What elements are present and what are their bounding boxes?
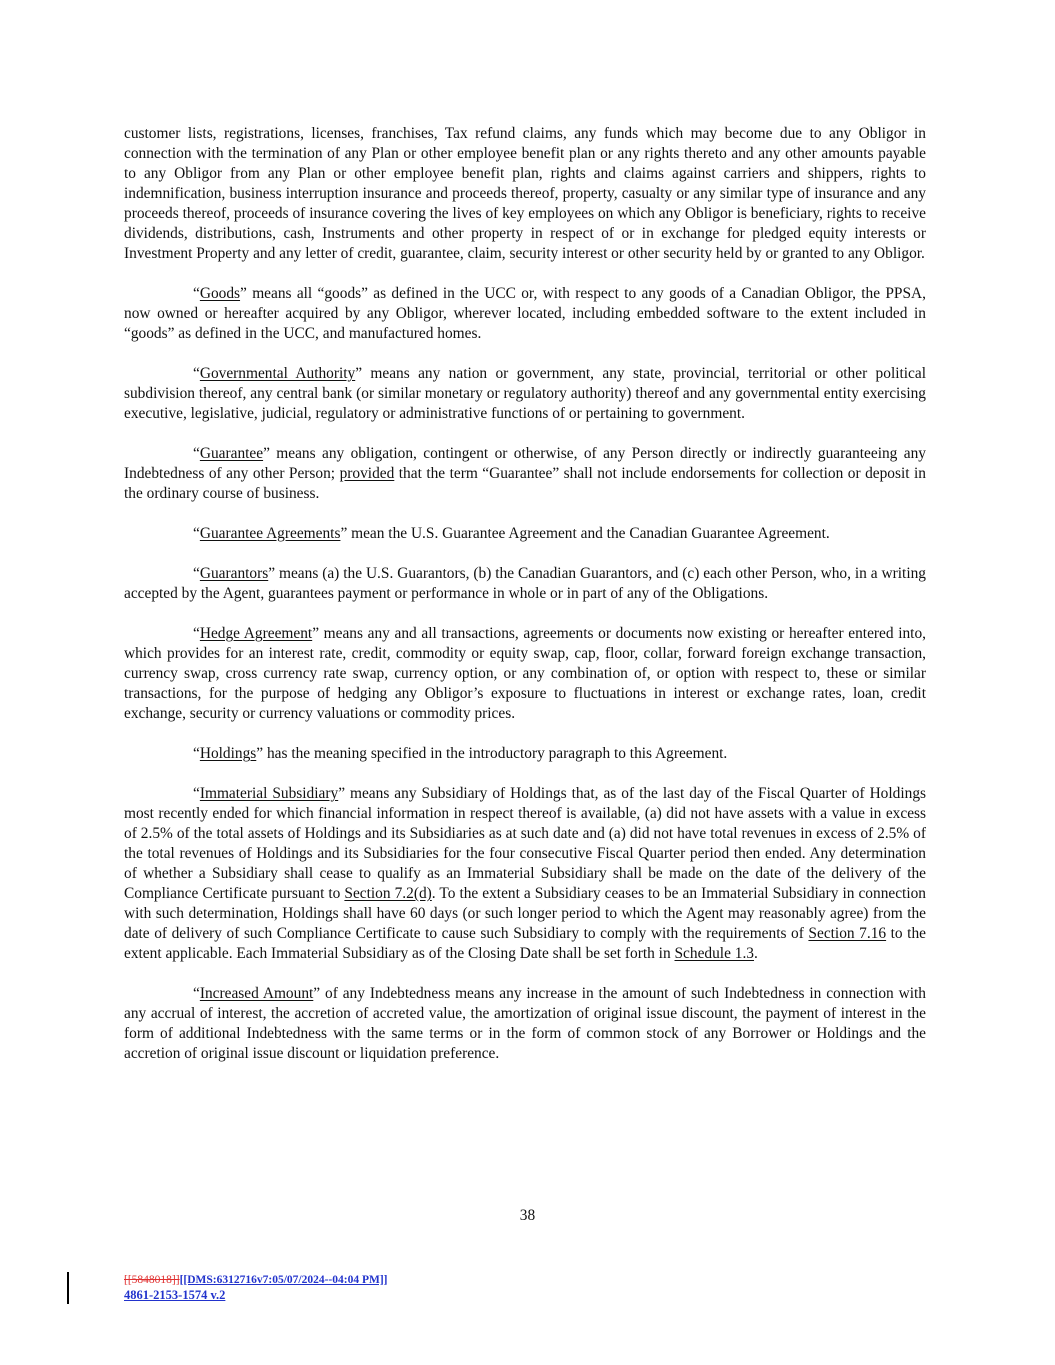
paragraph-text: customer lists, registrations, licenses, franchises, Tax refund claims, any funds which may become due to any Obligor in connection with the termination of any Plan or other employee benefit plan or any rights thereto and any other amounts payable to any Obligor from any Plan or other employee benefit plan, rights and claims against carriers and shippers, rights to indemnification, business interruption insurance and proceeds thereof, property, casualty or any similar type of insurance and any proceeds thereof, proceeds of insurance covering the lives of key employees on which any Obligor is beneficiary, rights to receive dividends, distributions, cash, Instruments and other property in respect of or in exchange for pledged equity interests or Investment Property and any letter of credit, guarantee, claim, security interest or other security held by or granted to any Obligor. [124, 125, 926, 262]
defined-term: Immaterial Subsidiary [199, 785, 339, 802]
paragraph-text: “ [193, 445, 200, 462]
defined-term: Section 7.16 [808, 925, 887, 942]
paragraph-text: “ [193, 985, 200, 1002]
paragraph-text: ” means (a) the U.S. Guarantors, (b) the Canadian Guarantors, and (c) each other Person, who, in a writing accepted by the Agent, guarantees payment or performance in whole or in part of any of the Obligations. [124, 565, 926, 602]
paragraph-text: that the term “Guarantee” shall not include endorsements for collection or deposit in the ordinary course of business. [124, 465, 926, 502]
footer-ref-line [124, 1273, 388, 1288]
defined-term: Section 7.2(d) [344, 885, 432, 902]
paragraph-text: ” has the meaning specified in the introductory paragraph to this Agreement. [256, 745, 728, 762]
defined-term: Goods [199, 285, 241, 302]
paragraph-text: ” means any obligation, contingent or otherwise, of any Person directly or indirectly guaranteeing any Indebtedness of any other Person; [124, 445, 926, 482]
paragraph-text: “ [193, 365, 200, 382]
document-footer [124, 1273, 388, 1303]
paragraph [124, 524, 926, 544]
defined-term: Schedule 1.3 [674, 945, 755, 962]
paragraph [124, 984, 926, 1064]
paragraph [124, 364, 926, 424]
paragraph [124, 124, 926, 264]
paragraph [124, 784, 926, 964]
paragraph-text: ” mean the U.S. Guarantee Agreement and the Canadian Guarantee Agreement. [340, 525, 830, 542]
paragraph [124, 564, 926, 604]
paragraph-text: “ [193, 565, 200, 582]
defined-term: Guarantee [199, 445, 264, 462]
defined-term: Increased Amount [199, 985, 314, 1002]
defined-term: Holdings [199, 745, 257, 762]
paragraph-text: “ [193, 285, 200, 302]
paragraph-text: . To the extent a Subsidiary ceases to be an Immaterial Subsidiary in connection with such determination, Holdings shall have 60 days (or such longer period to which the Agent may reasonably agree) from the date of delivery of such Compliance Certificate to cause such Subsidiary to comply with the requirements of [124, 885, 926, 942]
paragraph [124, 624, 926, 724]
document-number: 4861-2153-1574 v.2 [124, 1288, 226, 1302]
paragraph-text: ” means all “goods” as defined in the UCC or, with respect to any goods of a Canadian Obligor, the PPSA, now owned or hereafter acquired by any Obligor, wherever located, including embedded software to the extent included in “goods” as defined in the UCC, and manufactured homes. [124, 285, 926, 342]
inserted-doc-ref: [[DMS:6312716v7:05/07/2024--04:04 PM]] [179, 1274, 388, 1286]
paragraph-text: ” means any nation or government, any state, provincial, territorial or other political subdivision thereof, any central bank (or similar monetary or regulatory authority) thereof and any governmental entity exercising executive, legislative, judicial, regulatory or administrative functions of or pertaining to government. [124, 365, 926, 422]
change-bar [67, 1272, 69, 1304]
paragraph-text: “ [193, 745, 200, 762]
defined-term: Governmental Authority [199, 365, 356, 382]
document-body [124, 124, 926, 1084]
paragraph-text: ” means any Subsidiary of Holdings that, as of the last day of the Fiscal Quarter of Holdings most recently ended for which financial information in respect thereof is available, (a) did not have assets with a value in excess of 2.5% of the total assets of Holdings and its Subsidiaries as at such date and (a) did not have total revenues in excess of 2.5% of the total revenues of Holdings and its Subsidiaries for the four consecutive Fiscal Quarter period then ended. Any determination of whether a Subsidiary shall cease to qualify as an Immaterial Subsidiary shall be made on the date of the delivery of the Compliance Certificate pursuant to [124, 785, 927, 902]
defined-term: Hedge Agreement [199, 625, 313, 642]
page-number: 38 [519, 1207, 536, 1224]
paragraph-text: . [754, 945, 758, 962]
paragraph [124, 444, 926, 504]
paragraph [124, 284, 926, 344]
paragraph-text: “ [193, 785, 200, 802]
paragraph-text: ” of any Indebtedness means any increase in the amount of such Indebtedness in connection with any accrual of interest, the accretion of accreted value, the amortization of original issue discount, the payment of interest in the form of additional Indebtedness with the same terms or in the form of common stock of any Borrower or Holdings and the accretion of original issue discount or liquidation preference. [124, 985, 926, 1062]
paragraph-text: to the extent applicable. Each Immaterial Subsidiary as of the Closing Date shall be set forth in [124, 925, 926, 962]
paragraph [124, 744, 926, 764]
paragraph-text: “ [193, 525, 200, 542]
defined-term: Guarantors [199, 565, 269, 582]
defined-term: provided [339, 465, 395, 482]
defined-term: Guarantee Agreements [199, 525, 341, 542]
paragraph-text: “ [193, 625, 200, 642]
paragraph-text: ” means any and all transactions, agreements or documents now existing or hereafter entered into, which provides for an interest rate, credit, commodity or equity swap, cap, floor, collar, forward foreign exchange transaction, currency swap, cross currency rate swap, currency option, or any combination of, or option with respect to, these or similar transactions, for the purpose of hedging any Obligor’s exposure to fluctuations in interest or exchange rates, loan, credit exchange, security or currency valuations or commodity prices. [124, 625, 926, 722]
deleted-doc-ref: [[5848018]] [124, 1274, 180, 1286]
